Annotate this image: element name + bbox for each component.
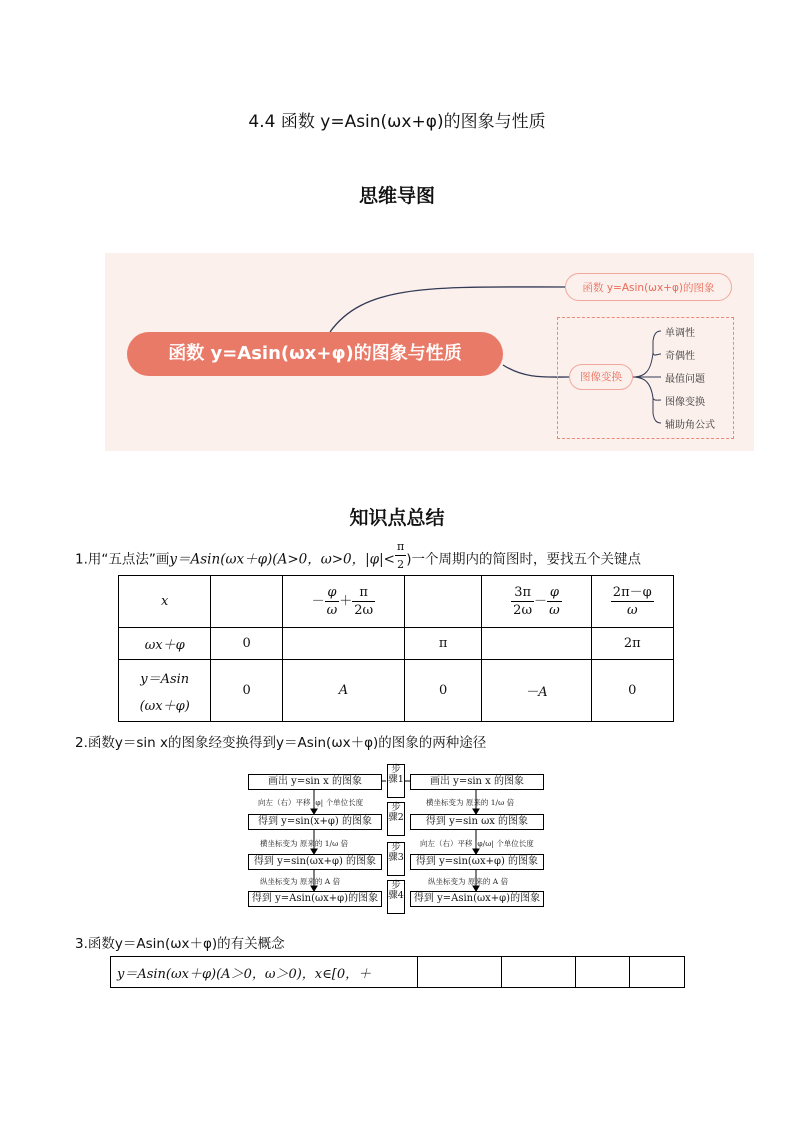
table-row <box>111 957 685 988</box>
point1-post: )一个周期内的简图时，要找五个关键点 <box>406 551 642 568</box>
flow-right-note: 向左（右）平移 |φ/ω| 个单位长度 <box>420 839 534 848</box>
table-row <box>119 576 674 628</box>
table-cell: 0 <box>591 660 673 722</box>
point2-line: 2.函数y＝sin x的图象经变换得到y＝Asin(ωx＋φ)的图象的两种途径 <box>75 735 487 751</box>
table-cell: x <box>119 576 211 628</box>
five-point-table <box>118 575 674 722</box>
table-cell: 0 <box>211 660 282 722</box>
flow-left-box: 得到 y=sin(ωx+φ) 的图象 <box>248 854 382 870</box>
flow-step: 步骤2 <box>387 802 405 836</box>
flow-right-box: 得到 y=Asin(ωx+φ)的图象 <box>410 891 544 907</box>
mindmap-leaf: 最值问题 <box>665 374 705 385</box>
mindmap-figure <box>105 253 754 451</box>
table-cell: y＝Asin(ωx＋φ)(A＞0，ω＞0)，x∈[0，＋ <box>111 957 418 988</box>
flow-left-box: 画出 y=sin x 的图象 <box>248 774 382 790</box>
table-row <box>119 628 674 660</box>
table-cell <box>417 957 501 988</box>
flow-step: 步骤4 <box>387 880 405 914</box>
mindmap-leaf: 单调性 <box>665 328 695 339</box>
table-cell: 0 <box>211 628 282 660</box>
point1-formula: y＝Asin(ωx＋φ)(A>0，ω>0，|φ|< <box>169 551 395 568</box>
mindmap-leaf: 辅助角公式 <box>665 420 715 431</box>
flow-left-box: 得到 y=sin(x+φ) 的图象 <box>248 814 382 830</box>
mindmap-leaf: 奇偶性 <box>665 351 695 362</box>
table-cell: π <box>404 628 481 660</box>
flow-right-note: 纵坐标变为 原来的 A 倍 <box>428 877 509 886</box>
table-cell <box>282 628 404 660</box>
transform-flowchart <box>248 764 548 914</box>
flow-left-note: 向左（右）平移 |φ| 个单位长度 <box>258 798 364 807</box>
table-cell: 0 <box>404 660 481 722</box>
table-cell: $\frac{2\pi-\varphi}{\omega}$ <box>591 576 673 628</box>
table-cell: $\frac{3\pi}{2\omega}$ － $\frac{\varphi}{\omega}$ <box>482 576 591 628</box>
point1-pi-half: $\frac{\pi}{2}$ <box>397 540 405 571</box>
concept-table <box>110 956 685 988</box>
flow-right-note: 横坐标变为 原来的 1/ω 倍 <box>426 798 515 807</box>
flow-right-box: 画出 y=sin x 的图象 <box>410 774 544 790</box>
mindmap-heading: 思维导图 <box>358 185 435 207</box>
flow-step: 步骤1 <box>387 764 405 798</box>
document-title: 4.4 函数 y=Asin(ωx+φ)的图象与性质 <box>248 112 546 132</box>
flow-right-box: 得到 y=sin ωx 的图象 <box>410 814 544 830</box>
mindmap-branch-transform: 图像变换 <box>569 364 633 390</box>
table-cell: －A <box>482 660 591 722</box>
flow-left-box: 得到 y=Asin(ωx+φ)的图象 <box>248 891 382 907</box>
flow-left-note: 横坐标变为 原来的 1/ω 倍 <box>260 839 349 848</box>
table-cell: A <box>282 660 404 722</box>
flow-right-box: 得到 y=sin(ωx+φ) 的图象 <box>410 854 544 870</box>
table-cell: ωx＋φ <box>119 628 211 660</box>
table-cell: y＝Asin (ωx＋φ) <box>119 660 211 722</box>
table-cell <box>404 576 481 628</box>
mindmap-leaf: 图像变换 <box>665 397 705 408</box>
table-cell <box>502 957 575 988</box>
table-cell <box>482 628 591 660</box>
flow-left-note: 纵坐标变为 原来的 A 倍 <box>260 877 341 886</box>
table-cell: 2π <box>591 628 673 660</box>
table-cell <box>211 576 282 628</box>
flow-step: 步骤3 <box>387 842 405 876</box>
point1-line <box>75 540 642 573</box>
mindmap-central-node: 函数 y=Asin(ωx+φ)的图象与性质 <box>127 332 503 376</box>
point3-line: 3.函数y＝Asin(ωx＋φ)的有关概念 <box>75 936 285 952</box>
mindmap-branch-graph: 函数 y=Asin(ωx+φ)的图象 <box>565 273 732 301</box>
knowledge-heading: 知识点总结 <box>349 507 445 529</box>
table-cell <box>630 957 685 988</box>
table-row <box>119 660 674 722</box>
point1-pre: 1.用“五点法”画 <box>75 551 170 568</box>
table-cell <box>575 957 630 988</box>
table-cell: － $\frac{\varphi}{\omega}$ ＋ $\frac{\pi}{2\omega}$ <box>282 576 404 628</box>
